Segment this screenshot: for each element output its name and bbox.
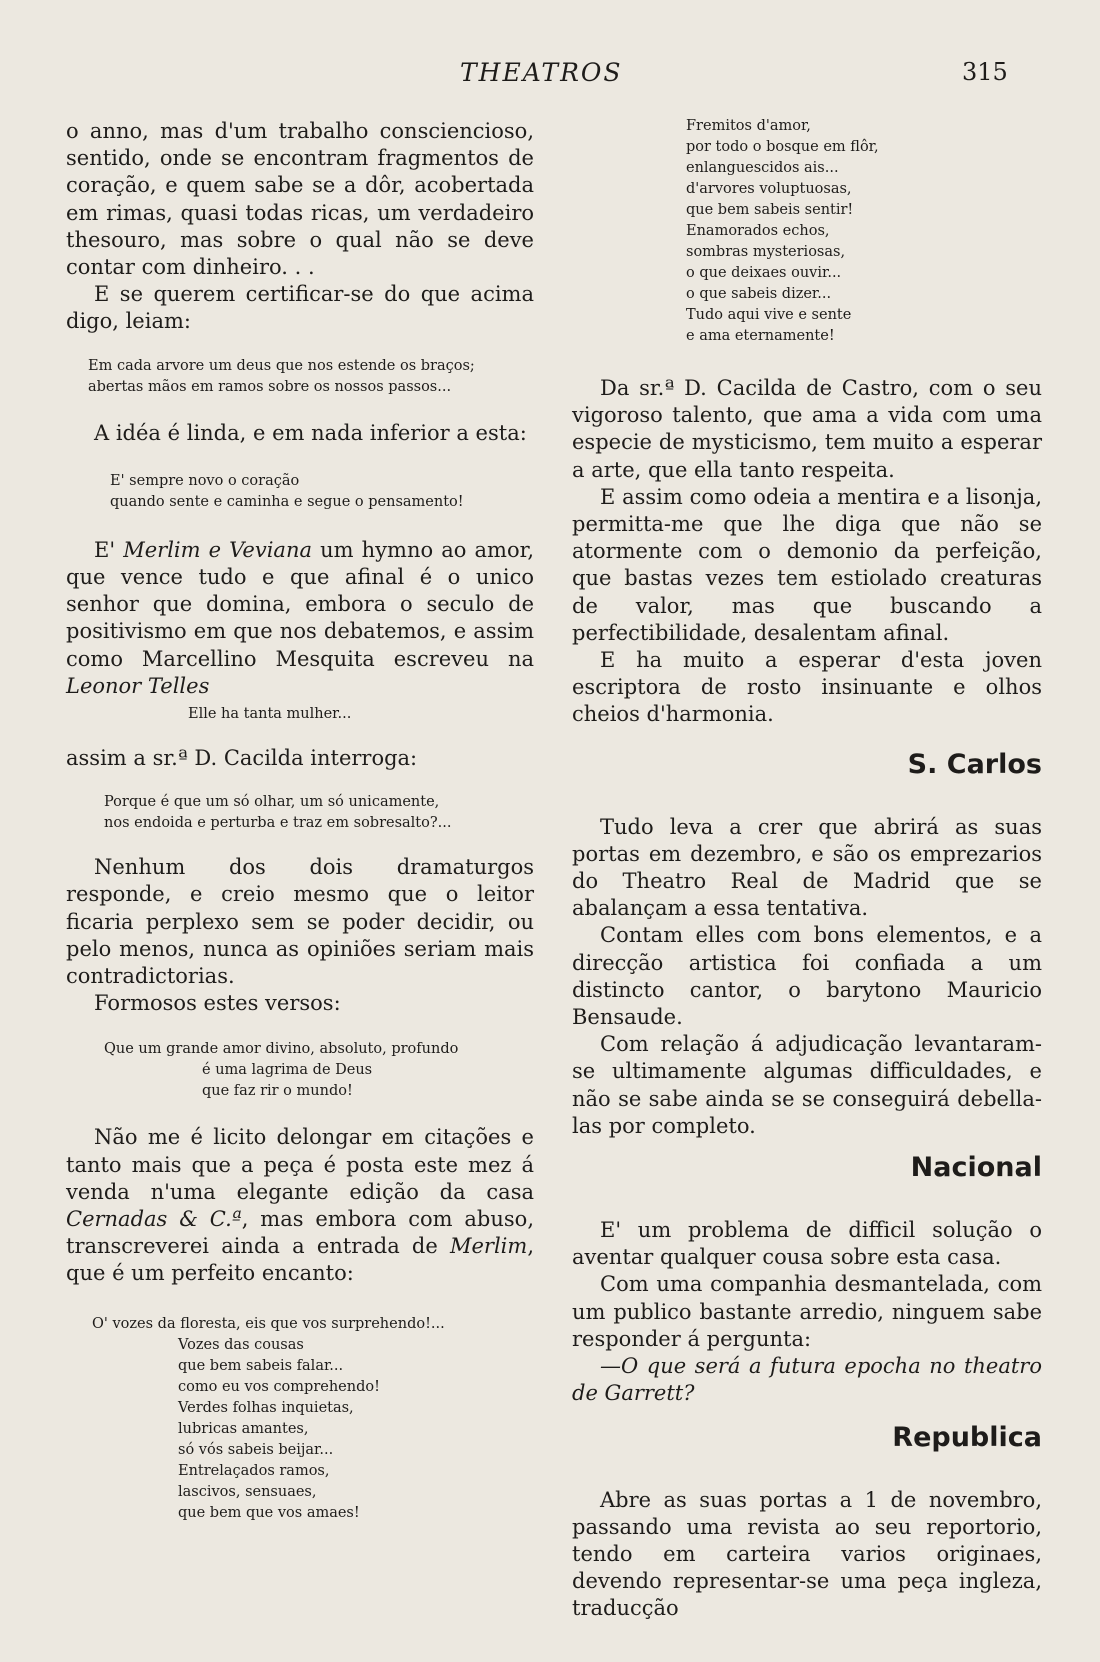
verse-line: nos endoida e perturba e traz em sobresalto?... bbox=[104, 815, 452, 832]
verse-line: abertas mãos em ramos sobre os nossos passos... bbox=[88, 378, 452, 395]
paragraph: E' Merlim e Veviana um hymno ao amor, que vence tudo e que afinal é o unico senhor que domina, embora o seculo de positivismo em que nos debatemos, e assim como Marcellino Mesquita escreveu na Leonor Telles bbox=[66, 537, 534, 698]
verse-line: d'arvores voluptuosas, bbox=[686, 181, 852, 197]
section-heading: Nacional bbox=[910, 1152, 1042, 1184]
paragraph: Abre as suas portas a 1 de novembro, passando uma revista ao seu reportorio, tendo em carteira varios originaes, devendo representar-se uma peça ingleza, traducção bbox=[572, 1487, 1042, 1621]
verse-quote bbox=[686, 116, 1042, 347]
page-number: 315 bbox=[962, 58, 1008, 86]
verse-quote bbox=[110, 471, 534, 513]
verse-line: Vozes das cousas bbox=[178, 1336, 304, 1353]
paragraph: E se querem certificar-se do que acima digo, leiam: bbox=[66, 282, 534, 334]
work-title: Merlim e Veviana bbox=[123, 537, 312, 562]
paragraph: E assim como odeia a mentira e a lisonja, permitta-me que lhe diga que não se atormente com o demonio da perfeição, que bastas vezes tem estiolado creaturas de valor, mas que buscando a perfectibilidade, desalentam afinal. bbox=[572, 484, 1042, 645]
section-heading: Republica bbox=[892, 1421, 1042, 1453]
verse-line: Verdes folhas inquietas, bbox=[178, 1399, 354, 1416]
paragraph: o anno, mas d'um trabalho consciencioso, sentido, onde se encontram fragmentos de coração, e quem sabe se a dôr, acobertada em rimas, quasi todas ricas, um verdadeiro thesouro, mas sobre o qual não se deve contar com dinheiro. . . bbox=[66, 119, 534, 280]
verse-line: enlanguescidos ais... bbox=[686, 160, 839, 176]
verse-line: Enamorados echos, bbox=[686, 223, 830, 239]
section-heading: S. Carlos bbox=[907, 748, 1042, 780]
verse-line: Fremitos d'amor, bbox=[686, 118, 811, 134]
paragraph: Com relação á adjudicação levantaram-se ultimamente algumas difficuldades, e não se sabe ainda se se conseguirá debella-las por completo. bbox=[572, 1032, 1042, 1138]
verse-line: Elle ha tanta mulher... bbox=[188, 706, 352, 723]
verse-line: e ama eternamente! bbox=[686, 328, 835, 344]
verse-line: como eu vos comprehendo! bbox=[178, 1378, 380, 1395]
verse-line: Em cada arvore um deus que nos estende os braços; bbox=[88, 357, 475, 374]
paragraph: Contam elles com bons elementos, e a direcção artistica foi confiada a um distincto cantor, o barytono Mauricio Bensaude. bbox=[572, 923, 1042, 1030]
paragraph: Com uma companhia desmantelada, com um publico bastante arredio, ninguem sabe responder á pergunta: bbox=[572, 1272, 1042, 1351]
verse-line: Porque é que um só olhar, um só unicamente, bbox=[104, 794, 440, 811]
paragraph: E' um problema de difficil solução o aventar qualquer cousa sobre esta casa. bbox=[572, 1218, 1042, 1270]
paragraph: —O que será a futura epocha no theatro de Garrett? bbox=[572, 1354, 1042, 1406]
work-title: Leonor Telles bbox=[66, 673, 210, 698]
verse-line: que bem que vos amaes! bbox=[178, 1504, 360, 1521]
paragraph: A idéa é linda, e em nada inferior a esta: bbox=[94, 420, 527, 445]
verse-quote bbox=[188, 704, 534, 725]
verse-line: lubricas amantes, bbox=[178, 1420, 309, 1437]
paragraph: Formosos estes versos: bbox=[94, 991, 341, 1016]
verse-line: lascivos, sensuaes, bbox=[178, 1483, 317, 1500]
paragraph: Não me é licito delongar em citações e tanto mais que a peça é posta este mez á venda n'uma elegante edição da casa Cernadas & C.ª, mas embora com abuso, transcreverei ainda a entrada de Merlim, que é um perfeito encanto: bbox=[66, 1125, 534, 1286]
verse-line: que faz rir o mundo! bbox=[202, 1083, 353, 1100]
verse-quote bbox=[104, 792, 534, 834]
verse-line: o que sabeis dizer... bbox=[686, 286, 832, 302]
left-column bbox=[66, 118, 534, 1524]
paragraph: Tudo leva a crer que abrirá as suas portas em dezembro, e são os emprezarios do Theatro Real de Madrid que se abalançam a essa tentativa. bbox=[572, 814, 1042, 921]
paragraph: E ha muito a esperar d'esta joven escriptora de rosto insinuante e olhos cheios d'harmonia. bbox=[572, 648, 1042, 727]
verse-quote bbox=[104, 1039, 534, 1102]
verse-line: sombras mysteriosas, bbox=[686, 244, 846, 260]
verse-line: é uma lagrima de Deus bbox=[202, 1062, 373, 1079]
work-title: Merlim bbox=[449, 1234, 528, 1259]
verse-line: que bem sabeis falar... bbox=[178, 1357, 344, 1374]
verse-line: E' sempre novo o coração bbox=[110, 472, 300, 489]
verse-line: Que um grande amor divino, absoluto, profundo bbox=[104, 1041, 459, 1058]
verse-line: O' vozes da floresta, eis que vos surprehendo!... bbox=[92, 1315, 445, 1332]
verse-line: Tudo aqui vive e sente bbox=[686, 307, 852, 323]
right-column bbox=[572, 116, 1042, 1623]
verse-line: o que deixaes ouvir... bbox=[686, 265, 842, 281]
running-header: THEATROS bbox=[460, 58, 623, 87]
paragraph: Nenhum dos dois dramaturgos responde, e creio mesmo que o leitor ficaria perplexo sem se poder decidir, ou pelo menos, nunca as opiniões seriam mais contradictorias. bbox=[66, 855, 534, 989]
verse-line: Entrelaçados ramos, bbox=[178, 1462, 330, 1479]
verse-line: que bem sabeis sentir! bbox=[686, 202, 854, 218]
paragraph: assim a sr.ª D. Cacilda interroga: bbox=[66, 746, 418, 771]
verse-line: só vós sabeis beijar... bbox=[178, 1441, 334, 1458]
publisher-name: Cernadas & C.ª bbox=[66, 1207, 242, 1232]
verse-quote bbox=[88, 356, 534, 398]
verse-line: quando sente e caminha e segue o pensamento! bbox=[110, 493, 464, 510]
verse-line: por todo o bosque em flôr, bbox=[686, 139, 879, 155]
verse-quote bbox=[92, 1314, 534, 1524]
paragraph: Da sr.ª D. Cacilda de Castro, com o seu vigoroso talento, que ama a vida com uma especie de mysticismo, tem muito a esperar a arte, que ella tanto respeita. bbox=[572, 376, 1042, 482]
